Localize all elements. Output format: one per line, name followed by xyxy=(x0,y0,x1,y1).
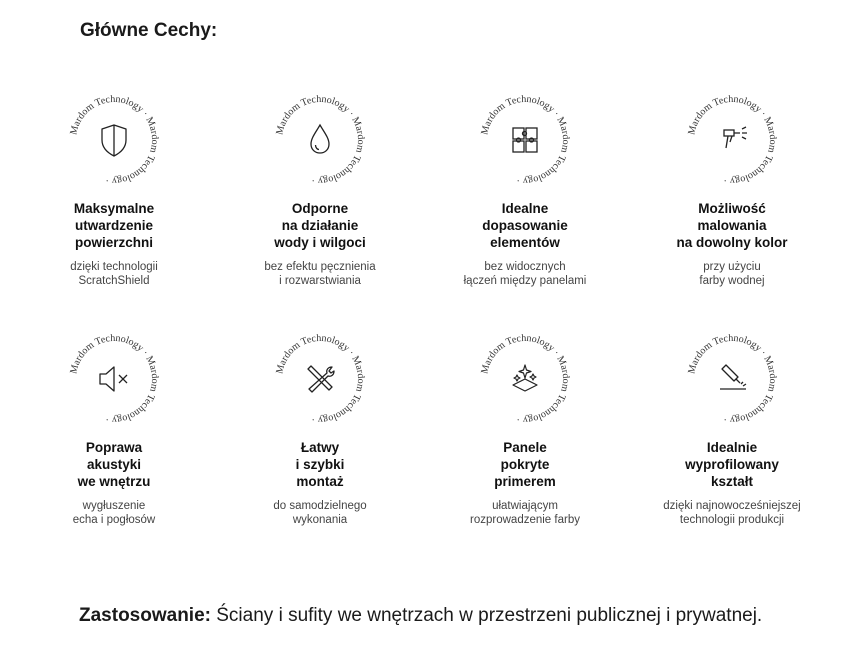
feature-description: wygłuszenie echa i pogłosów xyxy=(72,500,156,526)
primer-sparkle-icon xyxy=(513,365,537,391)
mardom-technology-badge xyxy=(272,92,368,188)
feature-description: ułatwiającym rozprowadzenie farby xyxy=(470,500,580,526)
feature-title: Maksymalne utwardzenie powierzchni xyxy=(73,201,155,250)
feature-title: Możliwość malowania na dowolny kolor xyxy=(676,201,788,250)
feature-description: do samodzielnego wykonania xyxy=(273,500,367,526)
feature-title: Idealne dopasowanie elementów xyxy=(482,201,568,250)
shield-icon xyxy=(102,125,126,156)
svg-text:Mardom Technology · Mardom Tec: Mardom Technology · Mardom Technology · xyxy=(686,93,779,187)
feature-water-resistance xyxy=(220,92,420,288)
mardom-technology-badge xyxy=(684,331,780,427)
page-heading: Główne Cechy: xyxy=(80,20,218,41)
svg-text:Mardom Technology · Mardom Tec: Mardom Technology · Mardom Technology · xyxy=(68,332,161,426)
svg-text:Mardom Technology · Mardom Tec: Mardom Technology · Mardom Technology · xyxy=(479,332,572,426)
svg-text:Mardom Technology · Mardom Tec: Mardom Technology · Mardom Technology · xyxy=(686,332,779,426)
feature-title: Panele pokryte primerem xyxy=(494,440,556,489)
water-drop-icon xyxy=(311,125,329,153)
feature-description: przy użyciu farby wodnej xyxy=(699,261,765,287)
svg-text:Mardom Technology · Mardom Tec: Mardom Technology · Mardom Technology · xyxy=(479,93,572,187)
mardom-technology-badge xyxy=(477,331,573,427)
mardom-technology-badge xyxy=(684,92,780,188)
milling-tool-icon xyxy=(720,365,746,389)
feature-primer xyxy=(425,331,625,527)
feature-acoustics xyxy=(14,331,214,527)
feature-title: Łatwy i szybki montaż xyxy=(295,440,345,489)
feature-description: bez widocznych łączeń między panelami xyxy=(463,261,587,287)
tools-icon xyxy=(308,366,334,392)
application-text: Ściany i sufity we wnętrzach w przestrzeni publicznej i prywatnej. xyxy=(210,605,763,626)
feature-description: dzięki najnowocześniejszej technologii produkcji xyxy=(663,500,801,526)
mardom-technology-badge xyxy=(66,331,162,427)
mardom-technology-badge xyxy=(477,92,573,188)
feature-paintable xyxy=(632,92,832,288)
feature-easy-install xyxy=(220,331,420,527)
puzzle-icon xyxy=(513,128,537,152)
feature-title: Odporne na działanie wody i wilgoci xyxy=(274,201,366,250)
feature-title: Idealnie wyprofilowany kształt xyxy=(685,440,779,489)
feature-fitting xyxy=(425,92,625,288)
mardom-technology-badge xyxy=(66,92,162,188)
mardom-technology-badge xyxy=(272,331,368,427)
feature-description: bez efektu pęcznienia i rozwarstwiania xyxy=(264,261,376,287)
application-label: Zastosowanie: xyxy=(79,605,211,626)
application-note xyxy=(79,605,762,627)
svg-text:Mardom Technology · Mardom Tec: Mardom Technology · Mardom Technology · xyxy=(274,332,367,426)
svg-text:Mardom Technology · Mardom Tec: Mardom Technology · Mardom Technology · xyxy=(274,93,367,187)
feature-description: dzięki technologii ScratchShield xyxy=(70,261,158,287)
feature-scratch-resistance xyxy=(14,92,214,288)
speaker-muted-icon xyxy=(100,367,127,391)
svg-text:Mardom Technology · Mardom Tec: Mardom Technology · Mardom Technology · xyxy=(68,93,161,187)
feature-title: Poprawa akustyki we wnętrzu xyxy=(77,440,151,489)
spray-gun-icon xyxy=(724,127,747,148)
feature-profiled-shape xyxy=(632,331,832,527)
